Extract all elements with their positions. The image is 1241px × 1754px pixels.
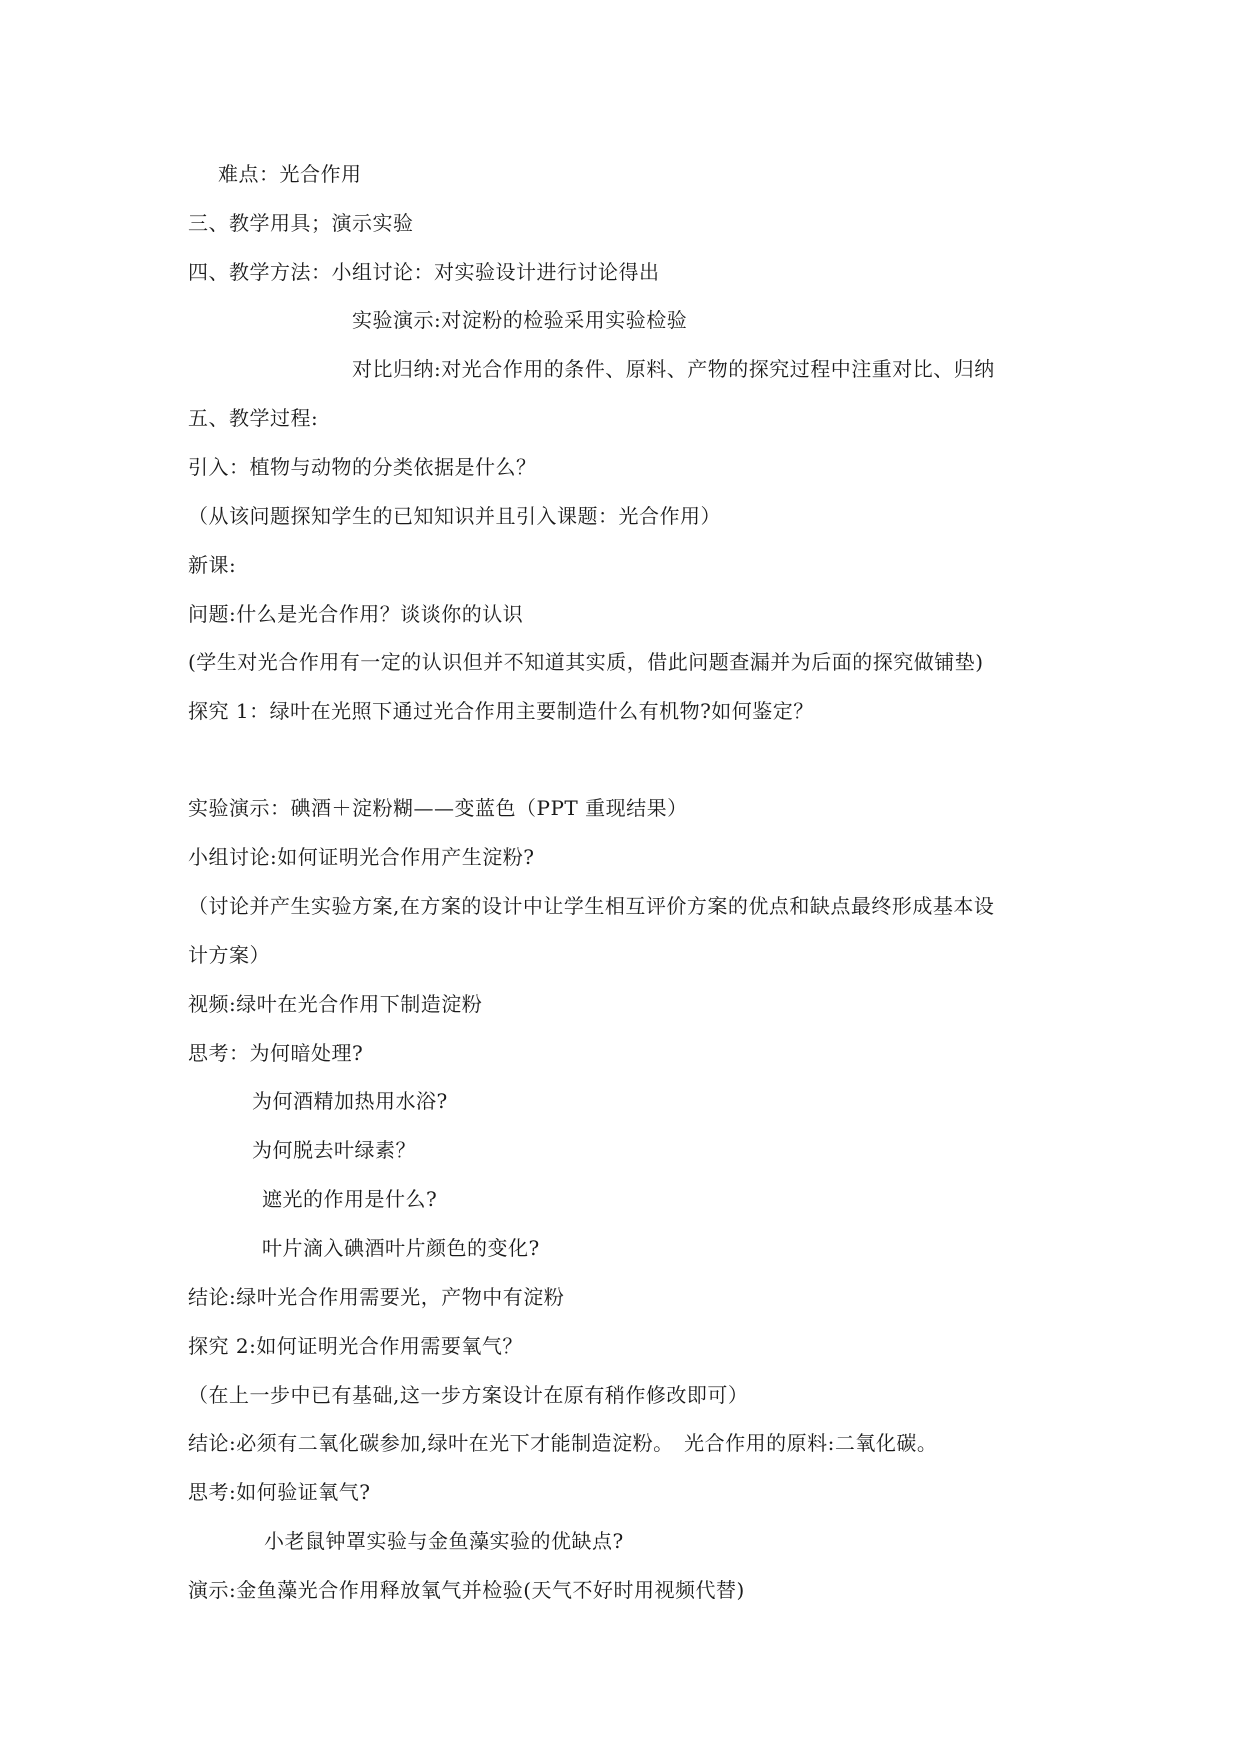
thinking-line-2: 为何酒精加热用水浴? bbox=[252, 1089, 448, 1113]
thinking-oxygen: 思考:如何验证氧气? bbox=[188, 1480, 371, 1504]
inquiry-2-note: （在上一步中已有基础,这一步方案设计在原有稍作修改即可） bbox=[188, 1383, 749, 1407]
thinking-line-4: 遮光的作用是什么? bbox=[262, 1187, 438, 1211]
difficulty-line: 难点：光合作用 bbox=[218, 162, 362, 186]
new-lesson-heading: 新课: bbox=[188, 553, 237, 577]
discussion-note-1: （讨论并产生实验方案,在方案的设计中让学生相互评价方案的优点和缺点最终形成基本设 bbox=[188, 894, 995, 918]
group-discussion: 小组讨论:如何证明光合作用产生淀粉? bbox=[188, 845, 535, 869]
demo-oxygen: 演示:金鱼藻光合作用释放氧气并检验(天气不好时用视频代替) bbox=[188, 1578, 745, 1602]
conclusion-2: 结论:必须有二氧化碳参加,绿叶在光下才能制造淀粉。 光合作用的原料:二氧化碳。 bbox=[188, 1431, 938, 1455]
experiment-demo: 实验演示：碘酒＋淀粉糊——变蓝色（PPT 重现结果） bbox=[188, 796, 688, 820]
method-experiment-demo: 实验演示:对淀粉的检验采用实验检验 bbox=[352, 308, 688, 332]
question-line: 问题:什么是光合作用？谈谈你的认识 bbox=[188, 602, 524, 626]
video-line: 视频:绿叶在光合作用下制造淀粉 bbox=[188, 992, 483, 1016]
intro-note: （从该问题探知学生的已知知识并且引入课题：光合作用） bbox=[188, 504, 721, 528]
section-teaching-process: 五、教学过程: bbox=[188, 406, 319, 430]
student-note: (学生对光合作用有一定的认识但并不知道其实质，借此问题查漏并为后面的探究做铺垫) bbox=[188, 650, 984, 674]
thinking-line-1: 思考：为何暗处理? bbox=[188, 1041, 364, 1065]
thinking-line-5: 叶片滴入碘酒叶片颜色的变化? bbox=[262, 1236, 540, 1260]
inquiry-1: 探究 1：绿叶在光照下通过光合作用主要制造什么有机物?如何鉴定？ bbox=[188, 699, 814, 723]
conclusion-1: 结论:绿叶光合作用需要光，产物中有淀粉 bbox=[188, 1285, 565, 1309]
thinking-oxygen-2: 小老鼠钟罩实验与金鱼藻实验的优缺点? bbox=[264, 1529, 624, 1553]
thinking-line-3: 为何脱去叶绿素？ bbox=[252, 1138, 416, 1162]
intro-question: 引入：植物与动物的分类依据是什么？ bbox=[188, 455, 537, 479]
discussion-note-2: 计方案） bbox=[188, 943, 270, 967]
method-comparison: 对比归纳:对光合作用的条件、原料、产物的探究过程中注重对比、归纳 bbox=[352, 357, 995, 381]
section-teaching-methods: 四、教学方法：小组讨论：对实验设计进行讨论得出 bbox=[188, 260, 660, 284]
inquiry-2: 探究 2:如何证明光合作用需要氧气？ bbox=[188, 1334, 523, 1358]
section-teaching-tools: 三、教学用具；演示实验 bbox=[188, 211, 414, 235]
